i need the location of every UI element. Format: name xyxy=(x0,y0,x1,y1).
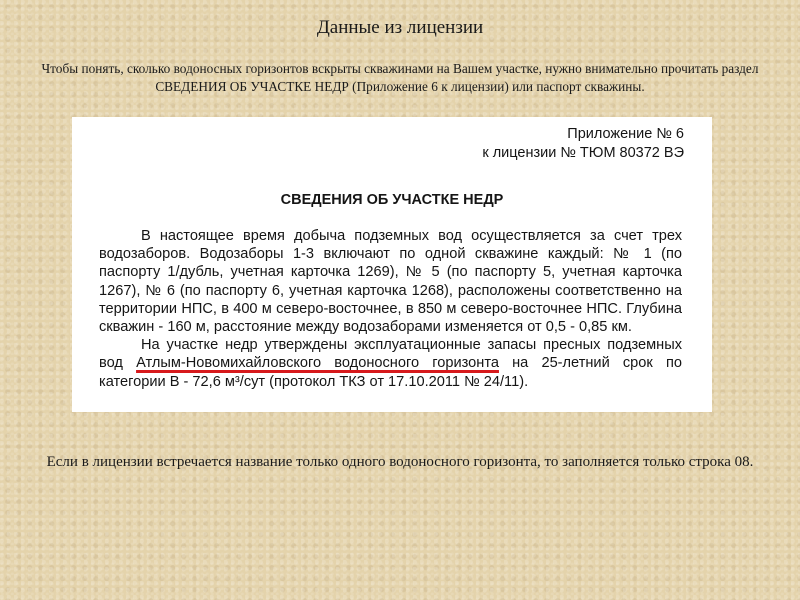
license-number: к лицензии № ТЮМ 80372 ВЭ xyxy=(482,145,684,161)
section-title: СВЕДЕНИЯ ОБ УЧАСТКЕ НЕДР xyxy=(280,192,504,208)
document-paragraph-2 xyxy=(99,336,682,391)
footer-note: Если в лицензии встречается название только одного водоносного горизонта, то заполняется только строка 08. xyxy=(46,454,754,470)
appendix-number: Приложение № 6 xyxy=(567,126,684,142)
paragraph-2-before: На участке недр утверждены эксплуатационные запасы пресных подземных вод xyxy=(99,337,682,372)
license-document-excerpt xyxy=(72,117,712,412)
paragraph-2-after: на 25-летний срок по категории В - 72,6 м³/сут (протокол ТКЗ от 17.10.2011 № 24/11). xyxy=(99,355,682,390)
document-paragraph-1 xyxy=(99,227,682,336)
intro-paragraph: Чтобы понять, сколько водоносных горизонтов вскрыты скважинами на Вашем участке, нужно внимательно прочитать раздел СВЕДЕНИЯ ОБ УЧАСТКЕ НЕДР (Приложение 6 к лицензии) или паспорт скважины. xyxy=(41,61,759,94)
document-body xyxy=(99,227,682,391)
aquifer-name-highlight: Атлым-Новомихайловского водоносного горизонта xyxy=(136,355,499,372)
slide-title: Данные из лицензии xyxy=(316,17,484,38)
appendix-header xyxy=(482,125,684,163)
paragraph-1-text: В настоящее время добыча подземных вод осуществляется за счет трех водозаборов. Водозаборы 1-3 включают по одной скважине каждый: № 1 (по паспорту 1/дубль, учетная карточка 1269), № 5 (по паспорту 5, учетная карточка 1267), № 6 (по паспорту 6, учетная карточка 1268), расположены соответственно на территории НПС, в 400 м северо-восточнее, в 850 м северо-восточнее НПС. Глубина скважин - 160 м, расстояние между водозаборами изменяется от 0,5 - 0,85 км. xyxy=(99,228,682,336)
